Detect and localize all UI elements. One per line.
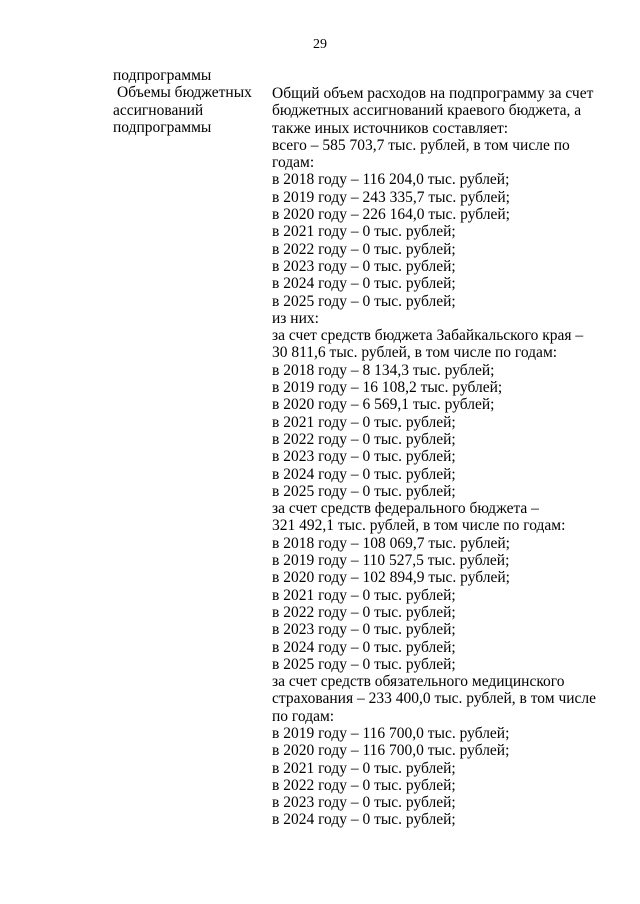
budget-text-line: в 2019 году – 16 108,2 тыс. рублей; — [272, 379, 503, 397]
budget-text-line: в 2019 году – 110 527,5 тыс. рублей; — [272, 552, 510, 570]
budget-text-line: в 2021 году – 0 тыс. рублей; — [272, 223, 456, 241]
budget-text-line: годам: — [272, 154, 315, 172]
budget-text-line: за счет средств обязательного медицинского — [272, 673, 565, 691]
budget-text-line: всего – 585 703,7 тыс. рублей, в том числе по — [272, 136, 570, 154]
budget-text-line: в 2018 году – 116 204,0 тыс. рублей; — [272, 171, 510, 189]
budget-text-line: за счет средств федерального бюджета – — [272, 500, 539, 518]
budget-text-line: в 2023 году – 0 тыс. рублей; — [272, 448, 456, 466]
budget-text-line: в 2023 году – 0 тыс. рублей; — [272, 257, 456, 275]
budget-text-line: в 2021 году – 0 тыс. рублей; — [272, 586, 456, 604]
budget-text-line: в 2022 году – 0 тыс. рублей; — [272, 240, 456, 258]
budget-text-line: в 2021 году – 0 тыс. рублей; — [272, 413, 456, 431]
budget-text-line: в 2018 году – 108 069,7 тыс. рублей; — [272, 534, 510, 552]
budget-text-line: в 2020 году – 226 164,0 тыс. рублей; — [272, 206, 510, 224]
budget-text-line: также иных источников составляет: — [272, 119, 509, 137]
row-label-column — [113, 67, 263, 136]
budget-text-line: 30 811,6 тыс. рублей, в том числе по годам: — [272, 344, 558, 362]
budget-text-line: страхования – 233 400,0 тыс. рублей, в том числе — [272, 690, 597, 708]
label-line: Объемы бюджетных — [117, 84, 252, 102]
budget-text-line: в 2023 году – 0 тыс. рублей; — [272, 794, 456, 812]
budget-text-line: в 2024 году – 0 тыс. рублей; — [272, 638, 456, 656]
budget-text-line: в 2019 году – 243 335,7 тыс. рублей; — [272, 188, 510, 206]
budget-text-line: бюджетных ассигнований краевого бюджета, а — [272, 102, 582, 120]
budget-text-line: в 2022 году – 0 тыс. рублей; — [272, 776, 456, 794]
budget-text-line: в 2018 году – 8 134,3 тыс. рублей; — [272, 361, 495, 379]
budget-text-line: в 2020 году – 6 569,1 тыс. рублей; — [272, 396, 495, 414]
budget-text-line: в 2025 году – 0 тыс. рублей; — [272, 482, 456, 500]
budget-text-line: за счет средств бюджета Забайкальского края – — [272, 327, 584, 345]
budget-text-line: в 2024 году – 0 тыс. рублей; — [272, 465, 456, 483]
page-number: 29 — [313, 37, 327, 52]
budget-text-line: по годам: — [272, 707, 335, 725]
budget-text-line: в 2025 году – 0 тыс. рублей; — [272, 292, 456, 310]
budget-text-line: в 2022 году – 0 тыс. рублей; — [272, 430, 456, 448]
budget-text-line: в 2019 году – 116 700,0 тыс. рублей; — [272, 724, 510, 742]
label-line: подпрограммы — [113, 118, 212, 136]
budget-text-line: в 2022 году – 0 тыс. рублей; — [272, 603, 456, 621]
budget-text-line: в 2020 году – 102 894,9 тыс. рублей; — [272, 569, 510, 587]
budget-text-line: в 2020 году – 116 700,0 тыс. рублей; — [272, 742, 510, 760]
budget-text-line: в 2024 году – 0 тыс. рублей; — [272, 811, 456, 829]
budget-text-line: Общий объем расходов на подпрограмму за счет — [272, 85, 594, 102]
budget-text-line: 321 492,1 тыс. рублей, в том числе по годам: — [272, 517, 566, 535]
budget-text-line: из них: — [272, 309, 319, 327]
budget-text-line: в 2023 году – 0 тыс. рублей; — [272, 621, 456, 639]
budget-text-line: в 2025 году – 0 тыс. рублей; — [272, 655, 456, 673]
budget-text-line: в 2021 году – 0 тыс. рублей; — [272, 759, 456, 777]
label-continuation: подпрограммы — [113, 67, 212, 84]
label-line: ассигнований — [113, 101, 204, 119]
budget-description-column — [272, 85, 602, 829]
budget-text-line: в 2024 году – 0 тыс. рублей; — [272, 275, 456, 293]
